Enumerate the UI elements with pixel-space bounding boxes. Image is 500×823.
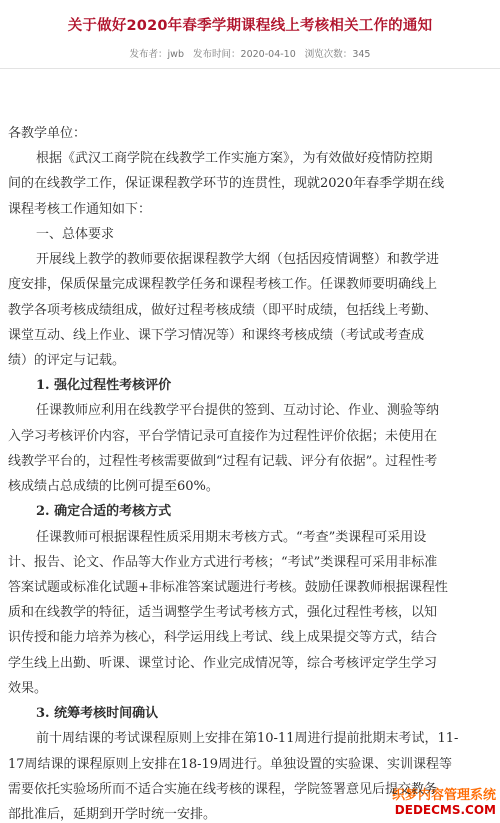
text-line: 答案试题或标准化试题+非标准答案试题进行考核。鼓励任课教师根据课程性 xyxy=(8,580,448,595)
publisher-meta xyxy=(130,49,184,60)
text-line: 间的在线教学工作，保证课程教学环节的连贯性，现就2020年春季学期在线 xyxy=(8,176,445,191)
text-line: 绩）的评定与记载。 xyxy=(8,353,126,368)
time-label: 发布时间： xyxy=(193,49,241,60)
text-line: 前十周结课的考试课程原则上安排在第10-11周进行提前批期末考试，11- xyxy=(36,731,459,746)
text-line: 识传授和能力培养为核心，科学运用线上考试、线上成果提交等方式，结合 xyxy=(8,630,438,645)
article-header xyxy=(0,0,500,69)
text-line: 任课教师可根据课程性质采用期末考核方式。“考查”类课程可采用设 xyxy=(36,530,427,545)
article-meta xyxy=(0,46,500,60)
text-line: 任课教师应利用在线教学平台提供的签到、互动讨论、作业、测验等纳 xyxy=(36,403,440,418)
text-line: 度安排，保质保量完成课程教学任务和课程考核工作。任课教师要明确线上 xyxy=(8,277,438,292)
views-value: 345 xyxy=(352,49,371,60)
text-line: 计、报告、论文、作品等大作业方式进行考核；“考试”类课程可采用非标准 xyxy=(8,555,438,570)
text-line: 17周结课的课程原则上安排在18-19周进行。单独设置的实验课、实训课程等 xyxy=(8,757,453,772)
text-line: 根据《武汉工商学院在线教学工作实施方案》，为有效做好疫情防控期 xyxy=(36,151,433,166)
time-value: 2020-04-10 xyxy=(240,49,296,60)
text-line: 效果。 xyxy=(8,681,48,696)
salutation: 各教学单位： xyxy=(8,126,87,141)
views-label: 浏览次数： xyxy=(304,49,353,60)
text-line: 课程考核工作通知如下： xyxy=(8,202,152,217)
text-line: 部批准后，延期到开学时统一安排。 xyxy=(8,807,217,822)
subsection-heading: 1. 强化过程性考核评价 xyxy=(36,378,172,393)
subsection-heading: 3. 统筹考核时间确认 xyxy=(36,706,159,721)
text-line: 质和在线教学的特征，适当调整学生考试考核方式，强化过程性考核，以知 xyxy=(8,605,438,620)
text-line: 学生线上出勤、听课、课堂讨论、作业完成情况等，综合考核评定学生学习 xyxy=(8,656,438,671)
publisher-value: jwb xyxy=(167,49,184,60)
text-line: 需要依托实验场所而不适合实施在线考核的课程，学院签署意见后提交教务 xyxy=(8,782,438,797)
subsection-heading: 2. 确定合适的考核方式 xyxy=(36,504,172,519)
text-line: 开展线上教学的教师要依据课程教学大纲（包括因疫情调整）和教学进 xyxy=(36,252,440,267)
text-line: 线教学平台的，过程性考核需要做到“过程有记载、评分有依据”。过程性考 xyxy=(8,454,438,469)
article-title: 关于做好2020年春季学期课程线上考核相关工作的通知 xyxy=(67,18,433,34)
section-heading: 一、总体要求 xyxy=(36,227,115,242)
view-count-meta xyxy=(305,49,371,60)
text-line: 课堂互动、线上作业、课下学习情况等）和课终考核成绩（考试或考查成 xyxy=(8,328,425,343)
watermark-domain: DEDECMS.COM xyxy=(394,803,496,817)
publisher-label: 发布者： xyxy=(129,49,168,60)
text-line: 教学各项考核成绩组成，做好过程考核成绩（即平时成绩，包括线上考勤、 xyxy=(8,303,438,318)
publish-time-meta xyxy=(193,49,296,60)
text-line: 核成绩占总成绩的比例可提至60%。 xyxy=(8,479,219,494)
watermark-text: 织梦内容管理系统 xyxy=(391,788,496,803)
text-line: 入学习考核评价内容，平台学情记录可直接作为过程性评价依据；未使用在 xyxy=(8,429,438,444)
